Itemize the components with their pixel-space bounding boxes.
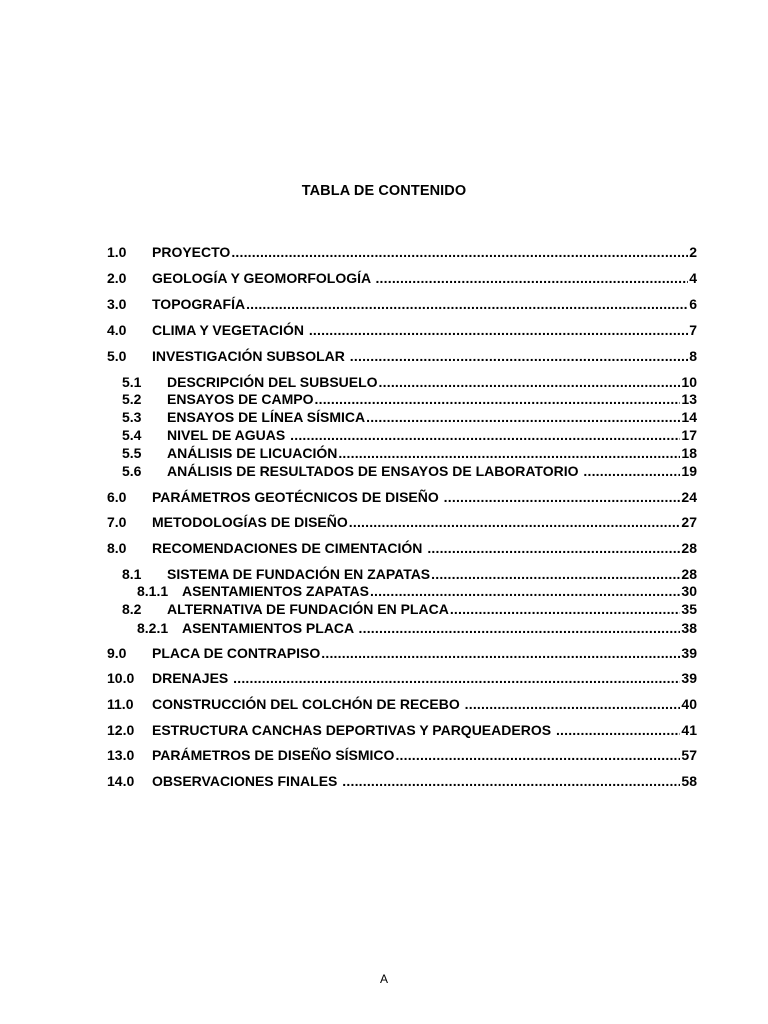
toc-entry-page-number: 19 <box>681 463 697 479</box>
toc-entry-number: 12.0 <box>107 722 135 738</box>
toc-entry-leader-dots <box>431 566 680 582</box>
toc-entry-number: 8.1 <box>122 566 142 582</box>
toc-entry-leader-dots <box>231 244 688 260</box>
toc-entry-number: 5.5 <box>122 445 142 461</box>
toc-entry[interactable] <box>107 296 697 312</box>
toc-entry[interactable] <box>107 348 697 364</box>
toc-entry-number: 5.2 <box>122 391 142 407</box>
toc-entry-leader-dots <box>444 489 681 505</box>
toc-entry-number: 5.3 <box>122 409 142 425</box>
toc-entry-page-number: 10 <box>681 374 697 390</box>
toc-entry-leader-dots <box>315 391 681 407</box>
toc-entry-label: GEOLOGÍA Y GEOMORFOLOGÍA <box>152 270 375 286</box>
toc-entry-label: ANÁLISIS DE RESULTADOS DE ENSAYOS DE LABORATORIO <box>167 463 583 479</box>
toc-entry-leader-dots <box>321 645 680 661</box>
toc-entry-leader-dots <box>427 540 680 556</box>
toc-entry-label: NIVEL DE AGUAS <box>167 427 290 443</box>
toc-entry-label: CONSTRUCCIÓN DEL COLCHÓN DE RECEBO <box>152 696 464 712</box>
toc-entry-page-number: 30 <box>681 583 697 599</box>
toc-entry-leader-dots <box>379 374 681 390</box>
toc-entry-number: 6.0 <box>107 489 127 505</box>
toc-entry-label: DESCRIPCIÓN DEL SUBSUELO <box>167 374 378 390</box>
toc-entry-label: ALTERNATIVA DE FUNDACIÓN EN PLACA <box>167 601 449 617</box>
toc-entry[interactable] <box>107 670 697 686</box>
toc-entry[interactable] <box>107 540 697 556</box>
toc-entry-label: OBSERVACIONES FINALES <box>152 773 342 789</box>
toc-entry-page-number: 58 <box>681 773 697 789</box>
toc-entry[interactable] <box>137 620 697 636</box>
toc-entry-page-number: 24 <box>681 489 697 505</box>
toc-entry[interactable] <box>107 489 697 505</box>
toc-entry-label: ENSAYOS DE CAMPO <box>167 391 314 407</box>
toc-entry-number: 14.0 <box>107 773 135 789</box>
toc-entry-page-number: 27 <box>681 514 697 530</box>
toc-entry[interactable] <box>122 409 697 425</box>
toc-entry-label: ASENTAMIENTOS ZAPATAS <box>182 583 369 599</box>
toc-entry-label: ASENTAMIENTOS PLACA <box>182 620 358 636</box>
toc-entry-page-number: 40 <box>681 696 697 712</box>
toc-entry-page-number: 7 <box>689 322 697 338</box>
toc-entry-number: 9.0 <box>107 645 127 661</box>
toc-entry-number: 8.1.1 <box>137 583 169 599</box>
toc-entry-number: 1.0 <box>107 244 127 260</box>
toc-entry-leader-dots <box>450 601 681 617</box>
toc-entry-number: 3.0 <box>107 296 127 312</box>
toc-entry-number: 13.0 <box>107 747 135 763</box>
toc-entry-page-number: 39 <box>681 645 697 661</box>
toc-entry-leader-dots <box>342 773 680 789</box>
toc-entry-number: 11.0 <box>107 696 134 712</box>
page-footer: A <box>379 972 388 986</box>
toc-entry-label: PARÁMETROS GEOTÉCNICOS DE DISEÑO <box>152 489 443 505</box>
toc-entry-number: 5.4 <box>122 427 142 443</box>
toc-entry-leader-dots <box>366 409 680 425</box>
toc-entry-leader-dots <box>309 322 688 338</box>
toc-entry[interactable] <box>122 463 697 479</box>
toc-entry-number: 8.2 <box>122 601 142 617</box>
toc-entry-page-number: 13 <box>681 391 697 407</box>
toc-entry-label: INVESTIGACIÓN SUBSOLAR <box>152 348 349 364</box>
toc-entry[interactable] <box>107 244 697 260</box>
toc-entry-leader-dots <box>290 427 680 443</box>
toc-entry[interactable] <box>107 514 697 530</box>
toc-entry-page-number: 18 <box>681 445 697 461</box>
toc-entry-label: TOPOGRAFÍA <box>152 296 246 312</box>
toc-entry-leader-dots <box>395 747 680 763</box>
toc-entry[interactable] <box>122 445 697 461</box>
toc-entry[interactable] <box>122 391 697 407</box>
toc-entry-number: 8.0 <box>107 540 127 556</box>
toc-entry[interactable] <box>107 747 697 763</box>
toc-entry-page-number: 57 <box>681 747 697 763</box>
toc-entry-page-number: 4 <box>689 270 697 286</box>
toc-entry-leader-dots <box>359 620 681 636</box>
toc-entry-page-number: 28 <box>681 540 697 556</box>
toc-entry-page-number: 8 <box>689 348 697 364</box>
toc-entry-page-number: 17 <box>681 427 697 443</box>
toc-entry-label: ESTRUCTURA CANCHAS DEPORTIVAS Y PARQUEADEROS <box>152 722 555 738</box>
toc-entry-number: 5.0 <box>107 348 127 364</box>
page-title: TABLA DE CONTENIDO <box>301 183 467 199</box>
toc-entry-label: ENSAYOS DE LÍNEA SÍSMICA <box>167 409 366 425</box>
toc-entry[interactable] <box>122 566 697 582</box>
toc-entry-leader-dots <box>465 696 681 712</box>
toc-entry-number: 7.0 <box>107 514 127 530</box>
toc-entry[interactable] <box>122 374 697 390</box>
toc-entry-leader-dots <box>338 445 680 461</box>
toc-entry-leader-dots <box>349 514 681 530</box>
toc-entry-page-number: 28 <box>681 566 697 582</box>
toc-entry[interactable] <box>137 583 697 599</box>
toc-entry-label: DRENAJES <box>152 670 233 686</box>
toc-entry-label: CLIMA Y VEGETACIÓN <box>152 322 308 338</box>
toc-entry-label: PLACA DE CONTRAPISO <box>152 645 321 661</box>
toc-entry-leader-dots <box>350 348 688 364</box>
toc-entry-page-number: 14 <box>681 409 697 425</box>
toc-entry-label: RECOMENDACIONES DE CIMENTACIÓN <box>152 540 427 556</box>
toc-entry-leader-dots <box>233 670 680 686</box>
toc-entry-page-number: 6 <box>689 296 697 312</box>
toc-entry-page-number: 39 <box>681 670 697 686</box>
toc-entry-leader-dots <box>246 296 688 312</box>
toc-entry-label: SISTEMA DE FUNDACIÓN EN ZAPATAS <box>167 566 431 582</box>
toc-entry[interactable] <box>122 601 697 617</box>
toc-entry-page-number: 2 <box>689 244 697 260</box>
toc-entry[interactable] <box>107 322 697 338</box>
toc-entry-leader-dots <box>375 270 688 286</box>
toc-entry[interactable] <box>107 645 697 661</box>
toc-entry-page-number: 35 <box>681 601 697 617</box>
toc-entry-label: METODOLOGÍAS DE DISEÑO <box>152 514 348 530</box>
toc-entry-number: 2.0 <box>107 270 127 286</box>
toc-entry-number: 10.0 <box>107 670 135 686</box>
toc-entry-page-number: 38 <box>681 620 697 636</box>
toc-entry[interactable] <box>107 773 697 789</box>
toc-entry-number: 4.0 <box>107 322 127 338</box>
toc-entry[interactable] <box>122 427 697 443</box>
toc-entry-label: ANÁLISIS DE LICUACIÓN <box>167 445 338 461</box>
toc-entry-leader-dots <box>556 722 680 738</box>
toc-entry-leader-dots <box>370 583 680 599</box>
toc-entry-label: PARÁMETROS DE DISEÑO SÍSMICO <box>152 747 395 763</box>
toc-entry[interactable] <box>107 696 697 712</box>
toc-entry-leader-dots <box>583 463 680 479</box>
toc-entry-number: 5.1 <box>122 374 142 390</box>
toc-entry-label: PROYECTO <box>152 244 231 260</box>
toc-entry[interactable] <box>107 722 697 738</box>
toc-entry-page-number: 41 <box>681 722 697 738</box>
toc-entry-number: 8.2.1 <box>137 620 169 636</box>
toc-entry-number: 5.6 <box>122 463 142 479</box>
toc-entry[interactable] <box>107 270 697 286</box>
